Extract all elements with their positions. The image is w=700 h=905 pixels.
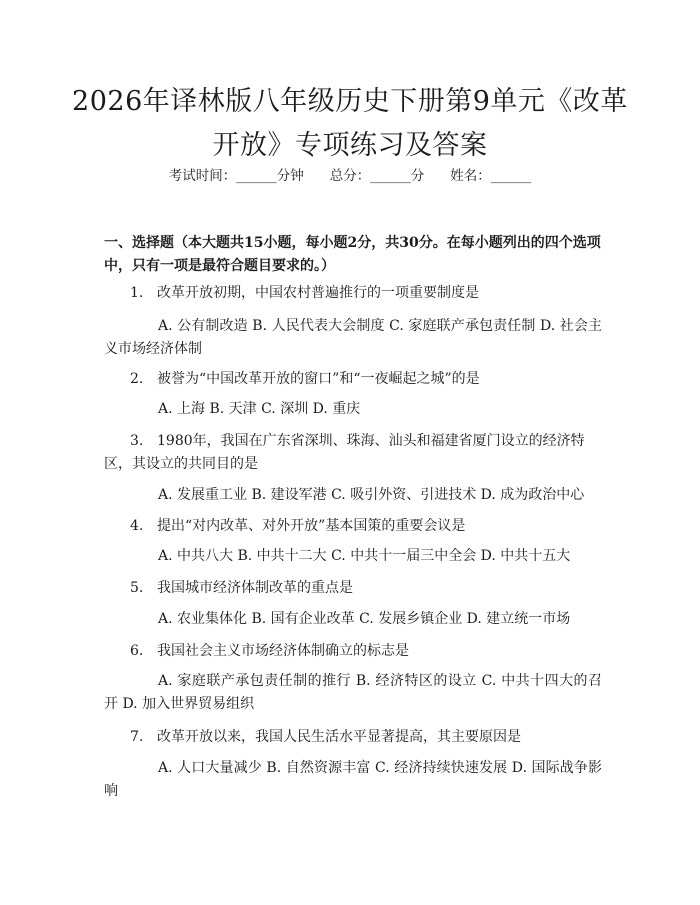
question-text: 我国社会主义市场经济体制确立的标志是	[157, 643, 409, 659]
options-text: A. 农业集体化 B. 国有企业改革 C. 发展乡镇企业 D. 建立统一市场	[158, 611, 571, 627]
question-options	[104, 315, 602, 361]
section-heading: 一、选择题（本大题共15小题，每小题2分，共30分。在每小题列出的四个选项中，只有一项是最符合题目要求的。）	[104, 235, 601, 274]
options-text: A. 公有制改造 B. 人民代表大会制度 C. 家庭联产承包责任制 D. 社会主义市场经济体制	[104, 318, 602, 357]
question-options	[104, 398, 602, 421]
name-label: 姓名：______	[450, 168, 532, 184]
question-number: 4.	[130, 518, 144, 534]
options-text: A. 上海 B. 天津 C. 深圳 D. 重庆	[158, 401, 361, 417]
question-stem	[104, 577, 602, 600]
question-text: 被誉为“中国改革开放的窗口”和“一夜崛起之城”的是	[157, 371, 480, 387]
page-title: 2026年译林版八年级历史下册第9单元《改革开放》专项练习及答案	[72, 86, 628, 161]
question-options	[104, 757, 602, 803]
question-options	[104, 484, 602, 507]
question-number: 7.	[130, 729, 144, 745]
question-number: 1.	[130, 285, 144, 301]
question-text: 1980年，我国在广东省深圳、珠海、汕头和福建省厦门设立的经济特区，其设立的共同目的是	[104, 433, 585, 472]
question-text: 改革开放以来，我国人民生活水平显著提高，其主要原因是	[157, 729, 521, 745]
question-text: 我国城市经济体制改革的重点是	[157, 580, 353, 596]
question-number: 5.	[130, 580, 144, 596]
question-options	[104, 608, 602, 631]
question-stem	[104, 368, 602, 391]
question-stem	[104, 640, 602, 663]
question-stem	[104, 282, 602, 305]
question-stem	[104, 430, 602, 476]
question-text: 提出“对内改革、对外开放”基本国策的重要会议是	[157, 518, 466, 534]
question-stem	[104, 515, 602, 538]
question-options	[104, 670, 602, 716]
question-options	[104, 545, 602, 568]
options-text: A. 发展重工业 B. 建设军港 C. 吸引外资、引进技术 D. 成为政治中心	[158, 487, 585, 503]
options-text: A. 中共八大 B. 中共十二大 C. 中共十一届三中全会 D. 中共十五大	[158, 548, 571, 564]
question-text: 改革开放初期，中国农村普遍推行的一项重要制度是	[157, 285, 479, 301]
question-number: 6.	[130, 643, 144, 659]
exam-time-label: 考试时间：______分钟	[168, 168, 304, 184]
question-number: 3.	[130, 433, 144, 449]
exam-info-line	[0, 166, 700, 186]
question-stem	[104, 726, 602, 749]
options-text: A. 家庭联产承包责任制的推行 B. 经济特区的设立 C. 中共十四大的召开 D. 加入世界贸易组织	[104, 673, 602, 712]
options-text: A. 人口大量减少 B. 自然资源丰富 C. 经济持续快速发展 D. 国际战争影响	[104, 760, 602, 799]
total-score-label: 总分：______分	[329, 168, 425, 184]
question-number: 2.	[130, 371, 144, 387]
